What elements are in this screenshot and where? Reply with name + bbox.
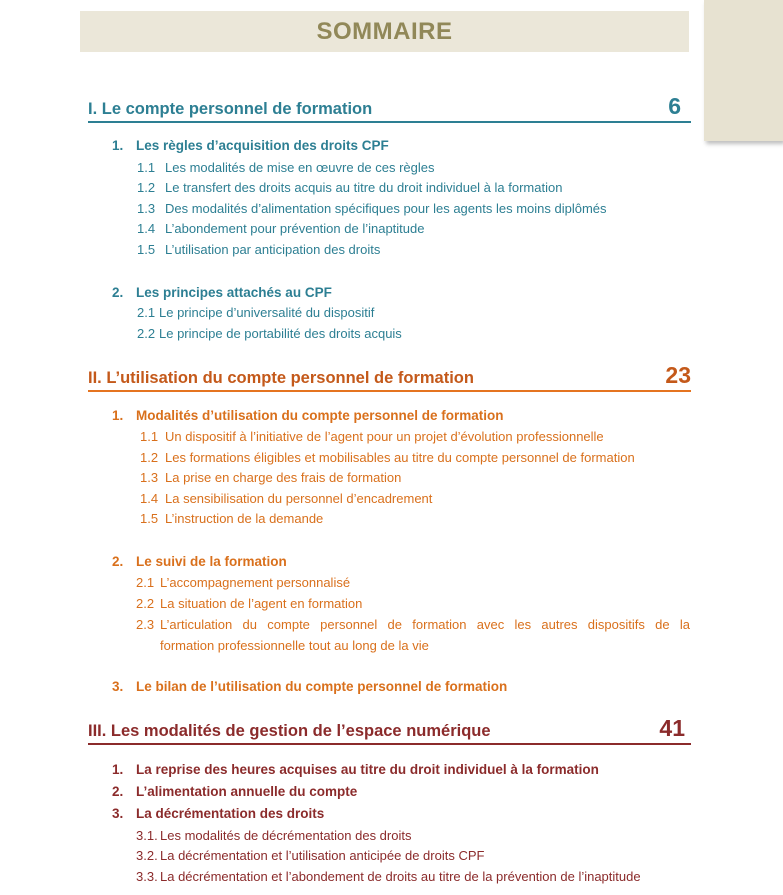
item-text: La sensibilisation du personnel d’encadrement <box>165 491 433 506</box>
subsection-number: 1. <box>112 762 124 777</box>
section-page-number: 41 <box>659 715 685 741</box>
toc-item[interactable] <box>140 491 432 506</box>
item-number: 2.1 <box>136 575 155 590</box>
item-text: L’utilisation par anticipation des droits <box>165 242 381 257</box>
toc-item[interactable] <box>140 450 635 465</box>
item-number: 1.5 <box>137 242 156 257</box>
item-number: 1.1 <box>140 429 159 444</box>
subsection-title: L’alimentation annuelle du compte <box>136 784 358 799</box>
item-number: 2.3 <box>136 617 155 632</box>
item-number: 3.3. <box>136 869 158 884</box>
subsection-number: 3. <box>112 679 124 694</box>
item-text: Les modalités de mise en œuvre de ces règles <box>165 160 435 175</box>
section-page-number: 23 <box>665 362 691 388</box>
summary-title-bar <box>80 11 689 52</box>
item-text: La décrémentation et l’abondement de droits au titre de la prévention de l’inaptitude <box>160 869 641 884</box>
toc-item[interactable] <box>140 511 323 526</box>
decorative-side-tab <box>704 0 783 141</box>
toc-item[interactable] <box>137 221 424 236</box>
item-number: 1.4 <box>137 221 156 236</box>
item-number: 1.2 <box>140 450 159 465</box>
item-text: L’instruction de la demande <box>165 511 324 526</box>
toc-item[interactable] <box>136 614 690 656</box>
toc-section-2[interactable] <box>88 358 691 392</box>
subsection-number: 2. <box>112 285 124 300</box>
toc-item[interactable] <box>136 596 362 611</box>
toc-subsection[interactable] <box>112 806 324 821</box>
section-title: I. Le compte personnel de formation <box>88 100 373 118</box>
toc-item[interactable] <box>137 201 607 216</box>
item-number: 1.5 <box>140 511 159 526</box>
item-number: 2.2 <box>137 326 156 341</box>
item-text: L’accompagnement personnalisé <box>160 575 351 590</box>
subsection-title: Les règles d’acquisition des droits CPF <box>136 138 389 153</box>
item-number: 1.3 <box>137 201 156 216</box>
item-text: La prise en charge des frais de formation <box>165 470 402 485</box>
toc-subsection[interactable] <box>112 408 504 423</box>
subsection-number: 1. <box>112 138 124 153</box>
toc-subsection[interactable] <box>112 762 599 777</box>
toc-item[interactable] <box>140 429 604 444</box>
subsection-title: Modalités d’utilisation du compte personnel de formation <box>136 408 504 423</box>
item-text-continued: formation professionnelle tout au long de la vie <box>160 638 429 653</box>
item-number: 1.1 <box>137 160 156 175</box>
subsection-title: La reprise des heures acquises au titre du droit individuel à la formation <box>136 762 599 777</box>
item-number: 3.1. <box>136 828 158 843</box>
subsection-title: La décrémentation des droits <box>136 806 325 821</box>
page-title: SOMMAIRE <box>316 17 453 45</box>
section-page-number: 6 <box>668 93 681 119</box>
item-text: La situation de l’agent en formation <box>160 596 363 611</box>
subsection-number: 2. <box>112 554 124 569</box>
toc-item[interactable] <box>137 180 562 195</box>
toc-item[interactable] <box>137 326 402 341</box>
item-text: Le principe de portabilité des droits acquis <box>159 326 402 341</box>
toc-item[interactable] <box>136 828 411 843</box>
section-title: III. Les modalités de gestion de l’espace numérique <box>88 722 491 740</box>
toc-item[interactable] <box>136 848 484 863</box>
toc-section-3[interactable] <box>88 711 691 745</box>
toc-subsection[interactable] <box>112 138 389 153</box>
item-text: Les modalités de décrémentation des droits <box>160 828 412 843</box>
item-text: Les formations éligibles et mobilisables au titre du compte personnel de formation <box>165 450 635 465</box>
item-number: 1.4 <box>140 491 159 506</box>
item-text: Des modalités d’alimentation spécifiques pour les agents les moins diplômés <box>165 201 607 216</box>
subsection-number: 2. <box>112 784 124 799</box>
item-text: Le transfert des droits acquis au titre du droit individuel à la formation <box>165 180 563 195</box>
item-number: 2.1 <box>137 305 156 320</box>
subsection-number: 3. <box>112 806 124 821</box>
toc-subsection[interactable] <box>112 554 287 569</box>
subsection-number: 1. <box>112 408 124 423</box>
item-text: La décrémentation et l’utilisation anticipée de droits CPF <box>160 848 485 863</box>
item-text: Le principe d’universalité du dispositif <box>159 305 375 320</box>
item-number: 1.2 <box>137 180 156 195</box>
toc-item[interactable] <box>136 575 350 590</box>
toc-item[interactable] <box>140 470 401 485</box>
item-number: 1.3 <box>140 470 159 485</box>
subsection-title: Les principes attachés au CPF <box>136 285 332 300</box>
item-text: L’abondement pour prévention de l’inaptitude <box>165 221 425 236</box>
section-title: II. L’utilisation du compte personnel de formation <box>88 369 474 387</box>
toc-item[interactable] <box>137 305 374 320</box>
toc-item[interactable] <box>137 160 435 175</box>
toc-section-1[interactable] <box>88 89 691 123</box>
toc-subsection[interactable] <box>112 679 507 694</box>
toc-subsection[interactable] <box>112 285 332 300</box>
item-text: Un dispositif à l’initiative de l’agent pour un projet d’évolution professionnelle <box>165 429 604 444</box>
subsection-title: Le suivi de la formation <box>136 554 287 569</box>
item-text: L’articulation du compte personnel de formation avec les autres dispositifs de la <box>160 617 690 632</box>
item-number: 3.2. <box>136 848 158 863</box>
toc-item[interactable] <box>136 869 641 884</box>
subsection-title: Le bilan de l’utilisation du compte personnel de formation <box>136 679 508 694</box>
item-number: 2.2 <box>136 596 155 611</box>
toc-subsection[interactable] <box>112 784 357 799</box>
toc-item[interactable] <box>137 242 380 257</box>
